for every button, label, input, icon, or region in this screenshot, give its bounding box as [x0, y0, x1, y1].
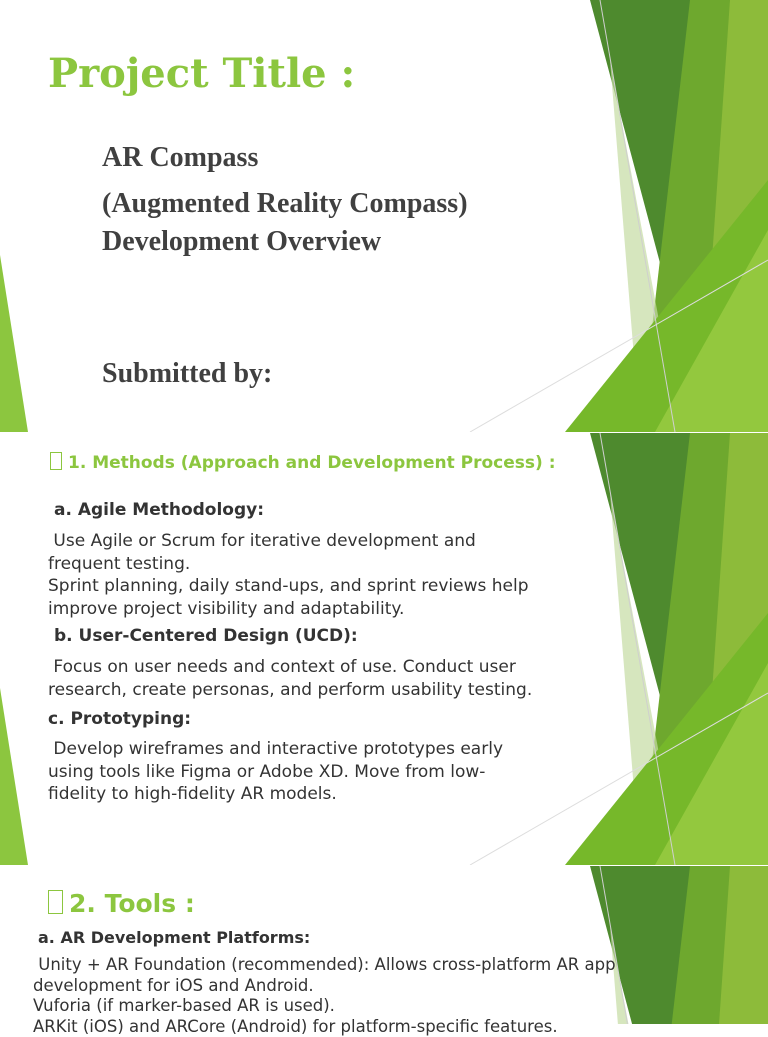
tools-body: Unity + AR Foundation (recommended): Allows cross-platform AR app development for iOS and Android. Vuforia (if marker-based AR is used). ARKit (iOS) and ARCore (Android) for platform-specific features.	[33, 955, 616, 1036]
section-title: b. User-Centered Design (UCD):	[54, 626, 358, 646]
tools-heading: 2. Tools :	[48, 889, 195, 918]
slide-title	[0, 0, 768, 432]
checkbox-icon	[48, 890, 63, 914]
section-title: a. Agile Methodology:	[54, 500, 265, 520]
project-description: Development Overview	[102, 226, 382, 257]
section-body: Focus on user needs and context of use. Conduct user research, create personas, and perform usability testing.	[48, 657, 533, 700]
project-title-label: Project Title :	[48, 50, 356, 97]
section-body: Use Agile or Scrum for iterative development and frequent testing. Sprint planning, daily stand-ups, and sprint reviews help improve project visibility and adaptability.	[48, 531, 529, 619]
methods-heading: 1. Methods (Approach and Development Process) :	[50, 452, 556, 473]
project-name: AR Compass	[102, 142, 259, 173]
section-body: Develop wireframes and interactive prototypes early using tools like Figma or Adobe XD. Move from low- fidelity to high-fidelity AR models.	[48, 739, 503, 804]
project-subtitle: (Augmented Reality Compass)	[102, 188, 468, 219]
checkbox-icon	[50, 452, 62, 470]
tools-subheading: a. AR Development Platforms:	[38, 928, 311, 947]
submitted-by-label: Submitted by:	[102, 358, 273, 389]
section-title: c. Prototyping:	[48, 709, 192, 729]
